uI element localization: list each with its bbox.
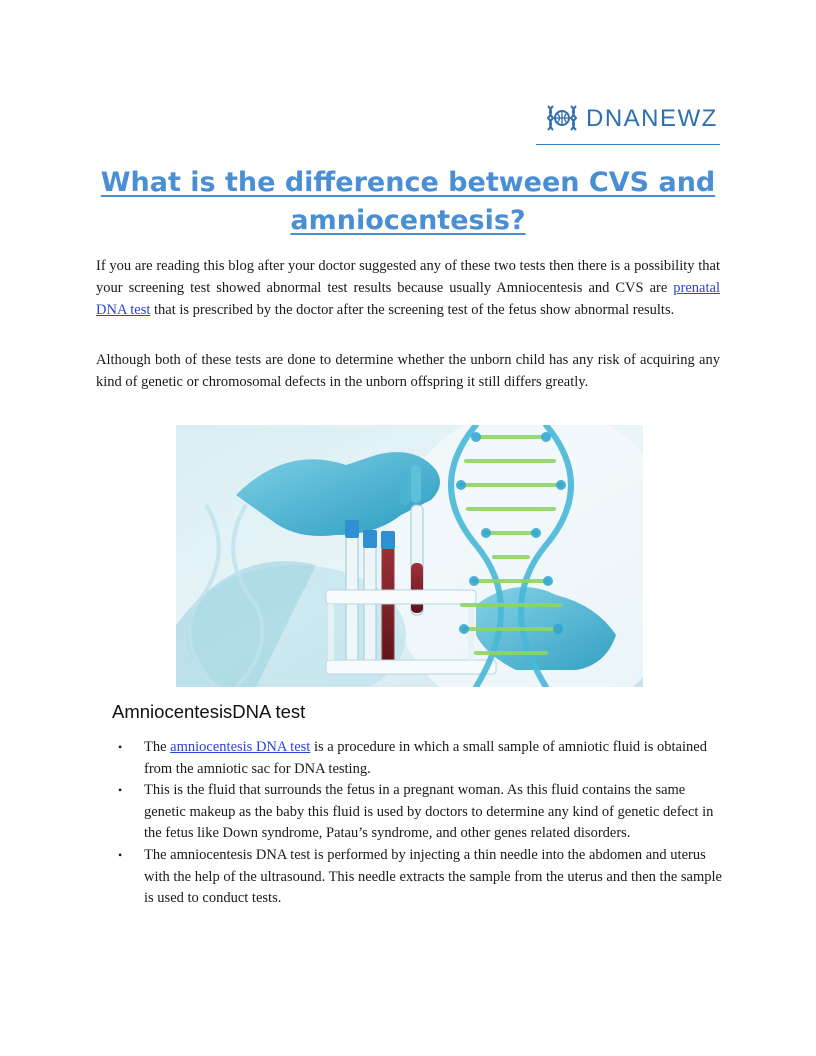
- dna-globe-icon: [544, 102, 580, 134]
- list-item-text: The amniocentesis DNA test is performed by injecting a thin needle into the abdomen and uterus with the help of the ultrasound. This needle extracts the sample from the uterus and then the sample is used to conduct tests.: [144, 846, 722, 907]
- section-heading: AmniocentesisDNA test: [112, 701, 306, 722]
- list-item: [96, 780, 726, 845]
- bullet-marker: •: [118, 847, 123, 862]
- list-item: [96, 737, 726, 780]
- intro-text-end: that is prescribed by the doctor after the screening test of the fetus show abnormal results.: [150, 302, 675, 318]
- page-title: What is the difference between CVS and amniocentesis?: [100, 167, 716, 236]
- list-item: [96, 845, 726, 910]
- list-item-text: is a procedure in which a small sample of amniotic fluid is obtained from the amniotic sac for DNA testing.: [144, 739, 707, 777]
- list-item-text: The: [144, 739, 171, 755]
- prenatal-dna-test-link[interactable]: prenatal DNA test: [96, 280, 720, 318]
- brand-name: DNANEWZ: [586, 105, 718, 132]
- hero-image: [176, 425, 643, 687]
- bullet-list: [96, 737, 726, 910]
- second-paragraph: Although both of these tests are done to determine whether the unborn child has any risk of acquiring any kind of genetic or chromosomal defects in the unborn offspring it still differs greatly.: [96, 352, 720, 390]
- bullet-marker: •: [118, 740, 123, 754]
- brand-logo[interactable]: [536, 100, 720, 145]
- amniocentesis-dna-test-link[interactable]: amniocentesis DNA test: [170, 739, 311, 755]
- list-item-text: This is the fluid that surrounds the fetus in a pregnant woman. As this fluid contains the same genetic makeup as the baby this fluid is used by doctors to determine any kind of genetic defect in the fetus like Down syndrome, Patau’s syndrome, and other genes related disorders.: [144, 782, 714, 842]
- intro-paragraph: [96, 255, 720, 321]
- bullet-marker: •: [118, 783, 123, 798]
- lab-dna-illustration: [176, 425, 643, 687]
- intro-text-start: If you are reading this blog after your doctor suggested any of these two tests then there is a possibility that your screening test showed abnormal test results because usually Amniocentesis and CVS are: [96, 258, 720, 296]
